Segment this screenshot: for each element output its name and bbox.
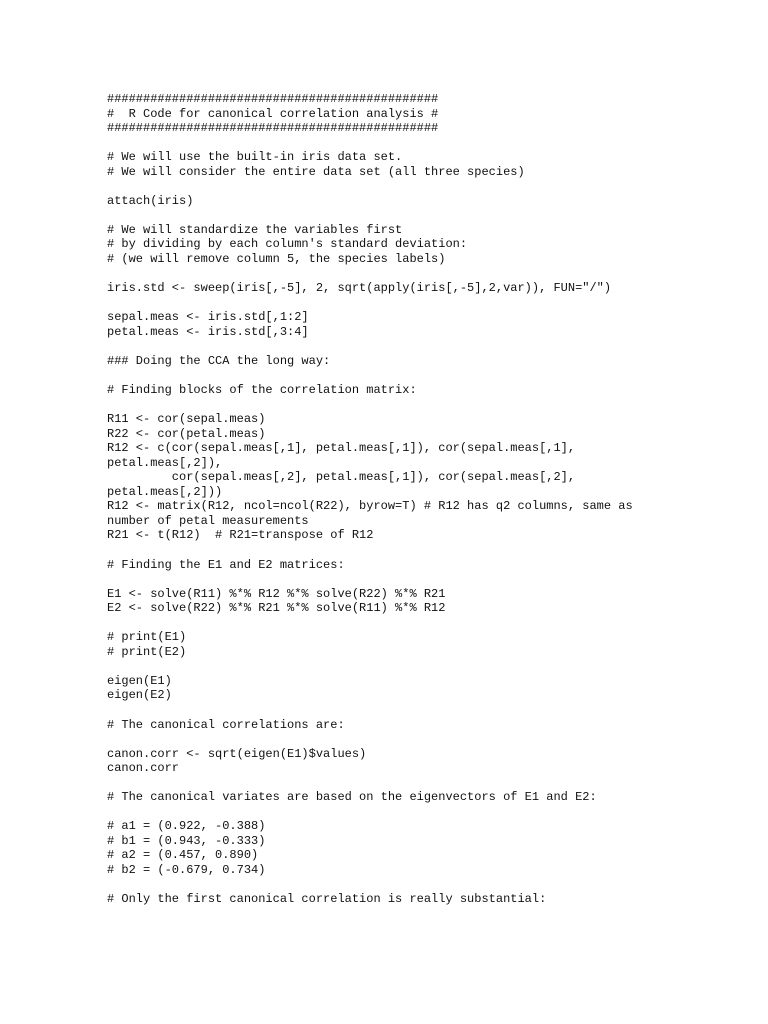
code-line xyxy=(107,339,747,354)
code-line xyxy=(107,776,747,791)
code-line xyxy=(107,543,747,558)
code-line: eigen(E1) xyxy=(107,673,172,688)
code-line: # print(E1) xyxy=(107,630,187,645)
code-line: # Only the first canonical correlation is really substantial: xyxy=(107,892,547,907)
code-line xyxy=(107,659,747,674)
code-line: # We will consider the entire data set (all three species) xyxy=(107,164,525,179)
code-line xyxy=(107,267,747,282)
code-line: # b2 = (-0.679, 0.734) xyxy=(107,862,266,877)
code-line: petal.meas <- iris.std[,3:4] xyxy=(107,324,309,339)
code-line xyxy=(107,208,747,223)
code-line: attach(iris) xyxy=(107,193,194,208)
code-line xyxy=(107,572,747,587)
code-line: sepal.meas <- iris.std[,1:2] xyxy=(107,310,309,325)
code-line: # by dividing by each column's standard deviation: xyxy=(107,237,468,252)
code-line: eigen(E2) xyxy=(107,688,172,703)
code-line: # We will standardize the variables first xyxy=(107,222,403,237)
code-line: petal.meas[,2]), xyxy=(107,455,223,470)
code-line: # The canonical correlations are: xyxy=(107,717,345,732)
code-line: iris.std <- sweep(iris[,-5], 2, sqrt(apply(iris[,-5],2,var)), FUN="/") xyxy=(107,281,612,296)
code-line xyxy=(107,878,747,893)
code-line: E1 <- solve(R11) %*% R12 %*% solve(R22) %*% R21 xyxy=(107,586,446,601)
code-line: # The canonical variates are based on the eigenvectors of E1 and E2: xyxy=(107,790,597,805)
code-line: cor(sepal.meas[,2], petal.meas[,1]), cor(sepal.meas[,2], xyxy=(107,470,576,485)
code-line: # b1 = (0.943, -0.333) xyxy=(107,833,266,848)
code-line: # a2 = (0.457, 0.890) xyxy=(107,848,259,863)
code-line: R11 <- cor(sepal.meas) xyxy=(107,412,266,427)
code-line: number of petal measurements xyxy=(107,513,309,528)
code-line: # Finding the E1 and E2 matrices: xyxy=(107,557,345,572)
code-line xyxy=(107,732,747,747)
code-line xyxy=(107,616,747,631)
code-line xyxy=(107,368,747,383)
code-line: # Finding blocks of the correlation matrix: xyxy=(107,382,417,397)
code-line xyxy=(107,296,747,311)
code-line: R22 <- cor(petal.meas) xyxy=(107,426,266,441)
code-line: # R Code for canonical correlation analysis # xyxy=(107,106,439,121)
code-line: petal.meas[,2])) xyxy=(107,484,223,499)
code-line: # a1 = (0.922, -0.388) xyxy=(107,819,266,834)
code-line: R12 <- matrix(R12, ncol=ncol(R22), byrow=T) # R12 has q2 columns, same as xyxy=(107,499,633,514)
code-line xyxy=(107,136,747,151)
code-line: E2 <- solve(R22) %*% R21 %*% solve(R11) %*% R12 xyxy=(107,601,446,616)
code-line xyxy=(107,805,747,820)
code-line: # print(E2) xyxy=(107,644,187,659)
code-line: R21 <- t(R12) # R21=transpose of R12 xyxy=(107,528,374,543)
code-line: ############################################## xyxy=(107,92,439,106)
r-code-listing xyxy=(107,92,747,907)
code-line xyxy=(107,703,747,718)
code-line: ############################################## xyxy=(107,121,439,136)
code-line: # (we will remove column 5, the species labels) xyxy=(107,252,446,267)
code-line: canon.corr <- sqrt(eigen(E1)$values) xyxy=(107,746,367,761)
code-line: ### Doing the CCA the long way: xyxy=(107,353,331,368)
code-line: canon.corr xyxy=(107,761,180,776)
code-line xyxy=(107,179,747,194)
code-line: # We will use the built-in iris data set. xyxy=(107,150,403,165)
code-line: R12 <- c(cor(sepal.meas[,1], petal.meas[,1]), cor(sepal.meas[,1], xyxy=(107,441,576,456)
code-line xyxy=(107,397,747,412)
